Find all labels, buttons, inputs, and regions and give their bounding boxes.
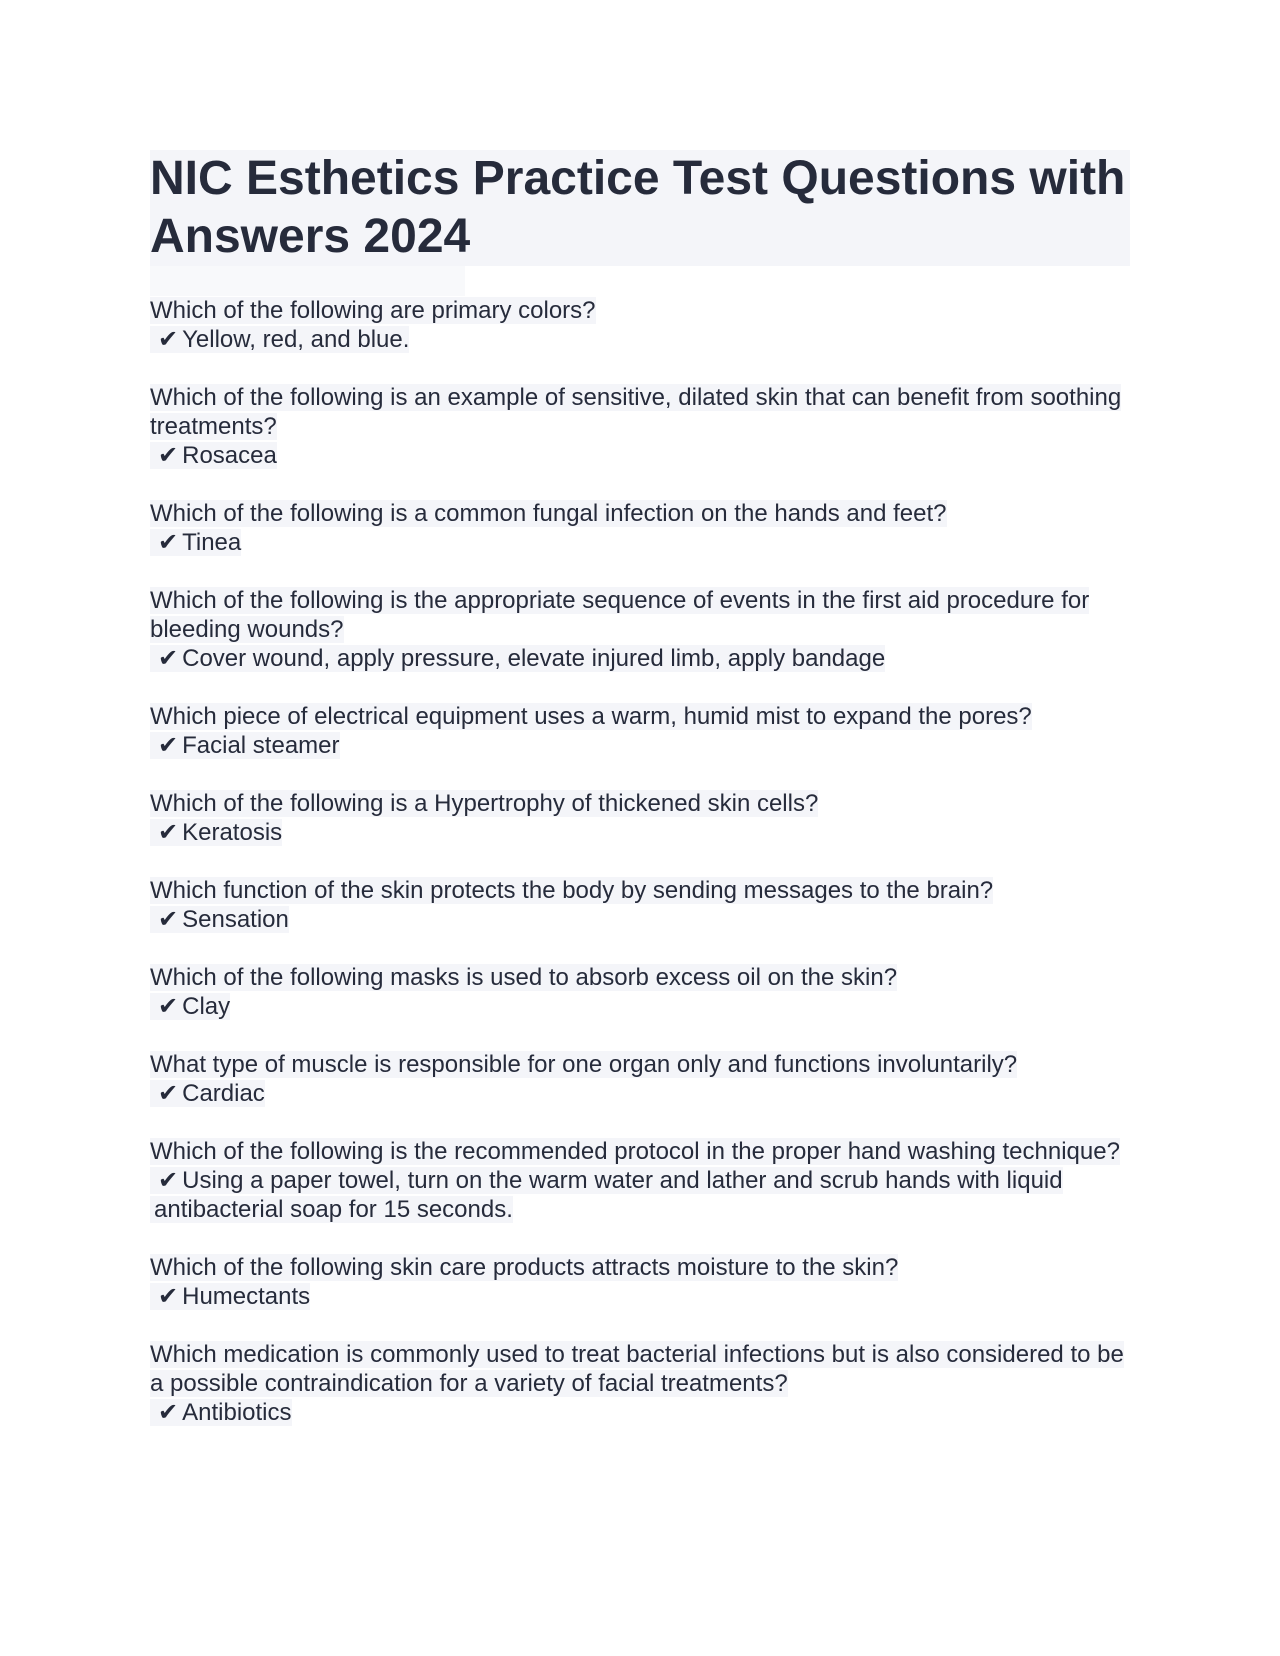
answer-text: Yellow, red, and blue. [178,326,409,353]
qa-item [150,789,1130,847]
question-text: Which function of the skin protects the body by sending messages to the brain? [150,877,994,904]
document-page [150,150,1130,1456]
answer-text: Cardiac [178,1080,265,1107]
question-text: Which of the following are primary colors? [150,297,596,324]
qa-item [150,1340,1130,1427]
document-title: NIC Esthetics Practice Test Questions with Answers 2024 [150,150,1130,266]
qa-item [150,1253,1130,1311]
answer-text: Cover wound, apply pressure, elevate injured limb, apply bandage [178,645,885,672]
qa-item [150,586,1130,673]
check-icon: ✔ [150,732,178,759]
question-text: Which of the following is a Hypertrophy of thickened skin cells? [150,790,819,817]
qa-item [150,963,1130,1021]
check-icon: ✔ [150,1080,178,1107]
check-icon: ✔ [150,1167,178,1194]
qa-item [150,296,1130,354]
question-text: Which of the following is the appropriate sequence of events in the first aid procedure for bleeding wounds? [150,587,1090,643]
check-icon: ✔ [150,645,178,672]
question-text: Which of the following is the recommended protocol in the proper hand washing technique? [150,1138,1120,1165]
answer-text: Rosacea [178,442,277,469]
check-icon: ✔ [150,1399,178,1426]
answer-text: Tinea [178,529,241,556]
qa-list [150,296,1130,1427]
qa-item [150,499,1130,557]
question-text: Which medication is commonly used to treat bacterial infections but is also considered to be a possible contraindication for a variety of facial treatments? [150,1341,1124,1397]
qa-item [150,1137,1130,1224]
qa-item [150,1050,1130,1108]
answer-text: Keratosis [178,819,282,846]
title-highlight-tail [150,266,465,296]
question-text: Which of the following is an example of sensitive, dilated skin that can benefit from soothing treatments? [150,384,1122,440]
question-text: Which of the following is a common fungal infection on the hands and feet? [150,500,947,527]
check-icon: ✔ [150,819,178,846]
answer-text: Antibiotics [178,1399,291,1426]
answer-text: Using a paper towel, turn on the warm water and lather and scrub hands with liquid antibacterial soap for 15 seconds. [150,1167,1063,1223]
question-text: Which of the following masks is used to absorb excess oil on the skin? [150,964,898,991]
qa-item [150,876,1130,934]
check-icon: ✔ [150,529,178,556]
answer-text: Sensation [178,906,289,933]
check-icon: ✔ [150,993,178,1020]
check-icon: ✔ [150,1283,178,1310]
qa-item [150,383,1130,470]
check-icon: ✔ [150,326,178,353]
check-icon: ✔ [150,442,178,469]
answer-text: Humectants [178,1283,310,1310]
question-text: Which of the following skin care products attracts moisture to the skin? [150,1254,899,1281]
answer-text: Facial steamer [178,732,339,759]
question-text: Which piece of electrical equipment uses a warm, humid mist to expand the pores? [150,703,1032,730]
qa-item [150,702,1130,760]
answer-text: Clay [178,993,230,1020]
check-icon: ✔ [150,906,178,933]
question-text: What type of muscle is responsible for one organ only and functions involuntarily? [150,1051,1018,1078]
